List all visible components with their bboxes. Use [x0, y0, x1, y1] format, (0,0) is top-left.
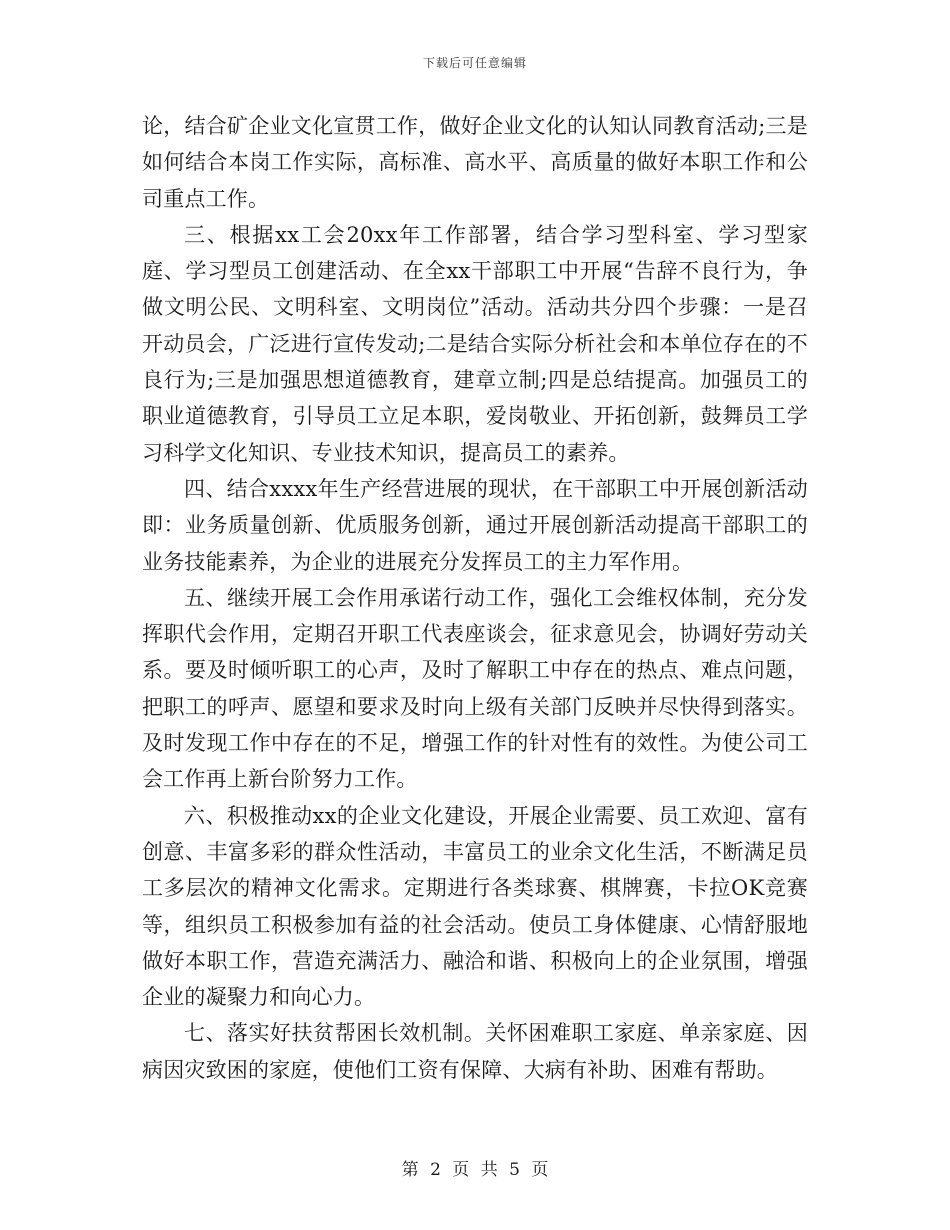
document-body	[142, 108, 808, 1088]
paragraph-item-5: 五、继续开展工会作用承诺行动工作，强化工会维权体制，充分发挥职代会作用，定期召开职工代表座谈会，征求意见会，协调好劳动关系。要及时倾听职工的心声，及时了解职工中存在的热点、难点问题，把职工的呼声、愿望和要求及时向上级有关部门反映并尽快得到落实。及时发现工作中存在的不足，增强工作的针对性有的效性。为使公司工会工作再上新台阶努力工作。	[142, 585, 808, 792]
paragraph-continuation: 论，结合矿企业文化宣贯工作，做好企业文化的认知认同教育活动;三是如何结合本岗工作实际，高标准、高水平、高质量的做好本职工作和公司重点工作。	[142, 114, 808, 211]
paragraph-item-7: 七、落实好扶贫帮困长效机制。关怀困难职工家庭、单亲家庭、因病因灾致困的家庭，使他们工资有保障、大病有补助、困难有帮助。	[142, 1021, 808, 1082]
paragraph-item-4: 四、结合xxxx年生产经营进展的现状，在干部职工中开展创新活动即：业务质量创新、优质服务创新，通过开展创新活动提高干部职工的业务技能素养，为企业的进展充分发挥员工的主力军作用。	[142, 476, 808, 574]
page-header: 下载后可任意编辑	[422, 56, 527, 70]
paragraph-item-6: 六、积极推动xx的企业文化建设，开展企业需要、员工欢迎、富有创意、丰富多彩的群众性活动，丰富员工的业余文化生活，不断满足员工多层次的精神文化需求。定期进行各类球赛、棋牌赛，卡拉OK竞赛等，组织员工积极参加有益的社会活动。使员工身体健康、心情舒服地做好本职工作，营造充满活力、融洽和谐、积极向上的企业氛围，增强企业的凝聚力和向心力。	[142, 803, 808, 1010]
paragraph-item-3: 三、根据xx工会20xx年工作部署，结合学习型科室、学习型家庭、学习型员工创建活动、在全xx干部职工中开展“告辞不良行为，争做文明公民、文明科室、文明岗位”活动。活动共分四个步骤：一是召开动员会，广泛进行宣传发动;二是结合实际分析社会和本单位存在的不良行为;三是加强思想道德教育，建章立制;四是总结提高。加强员工的职业道德教育，引导员工立足本职，爱岗敬业、开拓创新，鼓舞员工学习科学文化知识、专业技术知识，提高员工的素养。	[142, 222, 808, 465]
page-number-footer: 第 2 页 共 5 页	[401, 1160, 549, 1180]
